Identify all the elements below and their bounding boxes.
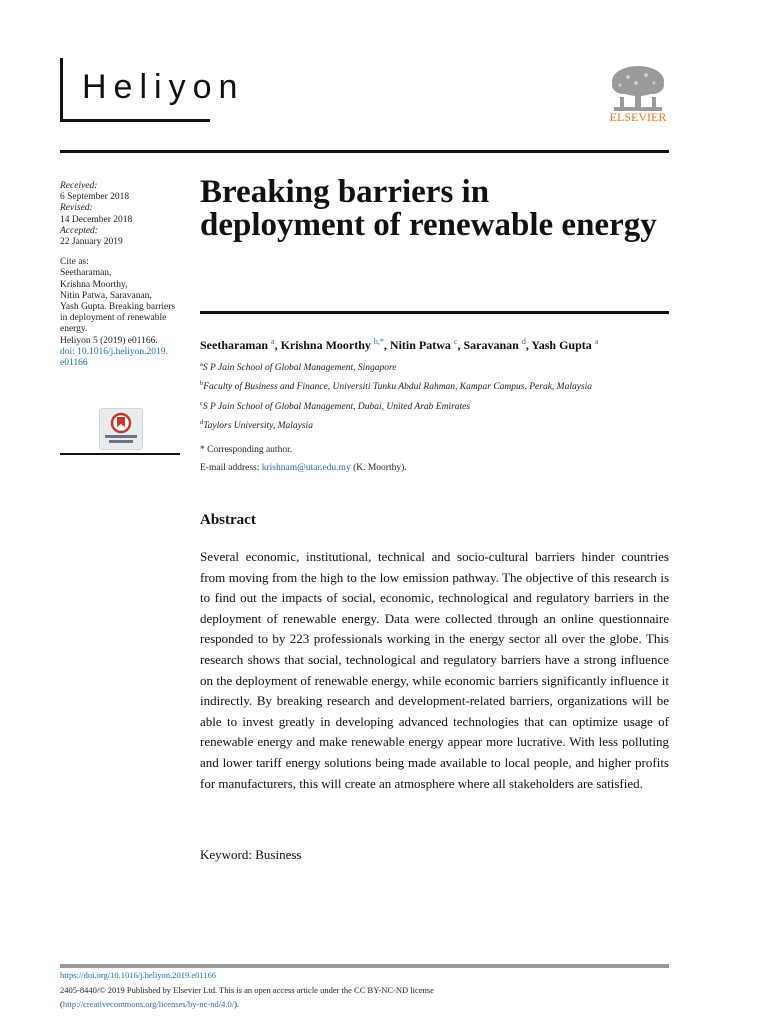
doi-link-cont[interactable]: e01166	[60, 358, 88, 369]
author-sup[interactable]: a	[594, 337, 599, 346]
author-name: Saravanan	[463, 338, 519, 352]
footer-doi-link[interactable]: https://doi.org/10.1016/j.heliyon.2019.e01166	[60, 970, 217, 980]
article-history-sidebar	[60, 181, 186, 369]
citation-line: Heliyon 5 (2019) e01166.	[60, 335, 158, 346]
journal-bracket-underline	[60, 119, 210, 122]
footer-license-url-line: (http://creativecommons.org/licenses/by-nc-nd/4.0/).	[60, 999, 240, 1009]
revised-label: Revised:	[60, 203, 93, 214]
license-link[interactable]: http://creativecommons.org/licenses/by-nc-nd/4.0/	[62, 999, 235, 1009]
author-sup[interactable]: b,*	[373, 337, 384, 346]
author-sup[interactable]: d	[521, 337, 526, 346]
citation-line: energy.	[60, 324, 88, 335]
journal-bracket	[60, 58, 63, 121]
title-rule	[200, 311, 669, 314]
citation-line: Nitin Patwa, Saravanan,	[60, 290, 152, 301]
author-name: Nitin Patwa	[389, 338, 451, 352]
footer-doi	[60, 970, 669, 980]
accepted-date: 22 January 2019	[60, 237, 123, 248]
author-name: Yash Gupta	[531, 338, 592, 352]
citation-line: Yash Gupta. Breaking barriers	[60, 302, 176, 313]
footer-license: 2405-8440/© 2019 Published by Elsevier Ltd. This is an open access article under the CC BY-NC-ND license	[60, 985, 434, 995]
keywords: Keyword: Business	[200, 847, 302, 862]
author-sup[interactable]: a	[271, 337, 275, 346]
received-label: Received:	[60, 181, 98, 191]
article-title: Breaking barriers in deployment of renewable energy	[200, 174, 657, 243]
sidebar-rule	[60, 453, 180, 455]
check-for-updates-icon	[100, 409, 142, 449]
doi-link[interactable]: doi: 10.1016/j.heliyon.2019.	[60, 346, 168, 357]
affiliation: $^b$Faculty of Business and Finance, Universiti Tunku Abdul Rahman, Kampar Campus, Perak, Malaysia	[200, 380, 593, 393]
email-link[interactable]: krishnam@utar.edu.my	[261, 463, 351, 473]
abstract-text: Several economic, institutional, technical and socio-cultural barriers hinder countries from moving from the high to the low emission pathway. The objective of this research is to find out the impacts of social, economic, technological and regulatory barriers in the deployment of renewable energy. Data were collected through an online questionnaire responded to by 223 professionals working in the energy sector all over the globe. This research shows that social, technological and regulatory barriers have a strong influence on the deployment of renewable energy, while economic barriers significantly influence it indirectly. By breaking research and development-related barriers, organizations will be able to invest greatly in developing advanced technologies that can optimize usage of renewable energy and make renewable energy appear more lucrative. With less polluting and lower tariff energy solutions being made available to local people, and higher profits for manufacturers, this will create an atmosphere where all stakeholders are satisfied.	[200, 549, 669, 791]
cite-as-label: Cite as:	[60, 257, 89, 268]
revised-date: 14 December 2018	[60, 214, 133, 225]
publisher-logo-text: ELSEVIER	[609, 110, 667, 124]
journal-name: Heliyon	[82, 68, 245, 106]
footer-rule	[60, 964, 669, 968]
author-name: Seetharaman	[200, 338, 268, 352]
abstract-heading: Abstract	[200, 512, 256, 528]
header-rule	[60, 150, 669, 153]
received-date: 6 September 2018	[60, 192, 130, 203]
corresponding-author-note: * Corresponding author.	[200, 445, 293, 455]
email-line	[200, 463, 407, 473]
affiliation: $^a$S P Jain School of Global Management, Singapore	[200, 361, 397, 374]
affiliation: $^d$Taylors University, Malaysia	[200, 419, 313, 432]
email-owner: (K. Moorthy).	[353, 463, 407, 473]
author-list: Seetharaman $^a$, Krishna Moorthy $^{b,*}$, Nitin Patwa $^c$, Saravanan $^d$, Yash Gupta $^a$	[200, 337, 599, 352]
citation-line: in deployment of renewable	[60, 313, 167, 324]
check-for-updates-button[interactable]	[99, 408, 143, 450]
affiliation: $^c$S P Jain School of Global Management, Dubai, United Arab Emirates	[200, 400, 471, 413]
accepted-label: Accepted:	[60, 225, 98, 236]
author-name: Krishna Moorthy	[280, 338, 371, 352]
citation-line: Seetharaman,	[60, 268, 112, 279]
citation-line: Krishna Moorthy,	[60, 279, 128, 290]
author-sup[interactable]: c	[453, 337, 458, 346]
email-label: E-mail address:	[200, 463, 260, 473]
